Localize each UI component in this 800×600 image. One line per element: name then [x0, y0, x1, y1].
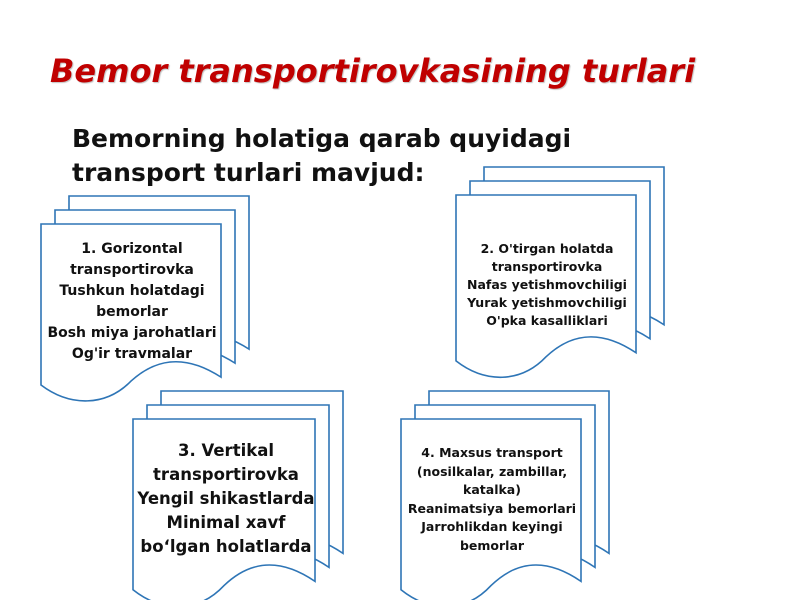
- card-line: 4. Maxsus transport: [421, 445, 563, 460]
- card-line: bemorlar: [96, 304, 168, 320]
- card-line: Bosh miya jarohatlari: [47, 325, 217, 341]
- card-line: Nafas yetishmovchiligi: [467, 277, 627, 292]
- card-line: transportirovka: [70, 262, 194, 278]
- card-line: (nosilkalar, zambillar,: [416, 463, 568, 479]
- card-text: [404, 444, 580, 555]
- card-line: 2. O'tirgan holatda: [480, 241, 614, 256]
- card-line: Jarrohlikdan keyingi: [421, 519, 563, 534]
- card-line: 3. Vertikal: [178, 441, 274, 460]
- card-line: Og'ir travmalar: [71, 346, 193, 362]
- card-line: Tushkun holatdagi: [59, 283, 205, 299]
- card-text: [44, 239, 220, 365]
- card-line: 1. Gorizontal: [81, 241, 183, 257]
- card-line: O'pka kasalliklari: [486, 313, 608, 328]
- card-text: [136, 439, 316, 559]
- card-line: Yengil shikastlarda: [137, 489, 315, 508]
- slide-title: Bemor transportirovkasining turlari: [50, 52, 696, 90]
- card-line: Yurak yetishmovchiligi: [467, 295, 627, 310]
- card-sitting-transport: [455, 166, 669, 381]
- slide-subtitle: Bemorning holatiga qarab quyidagi transport turlari mavjud:: [72, 124, 572, 187]
- card-line: transportirovka: [153, 465, 299, 484]
- card-line: Minimal xavf: [166, 513, 286, 532]
- card-vertical-transport: [132, 390, 346, 600]
- card-horizontal-transport: [40, 195, 254, 405]
- card-line: transportirovka: [491, 259, 603, 274]
- card-line: bemorlar: [459, 537, 525, 553]
- card-line: bo‘lgan holatlarda: [140, 537, 312, 556]
- card-line: katalka): [463, 482, 521, 497]
- card-text: [459, 240, 635, 330]
- card-line: Reanimatsiya bemorlari: [407, 500, 577, 516]
- card-special-transport: [400, 390, 614, 600]
